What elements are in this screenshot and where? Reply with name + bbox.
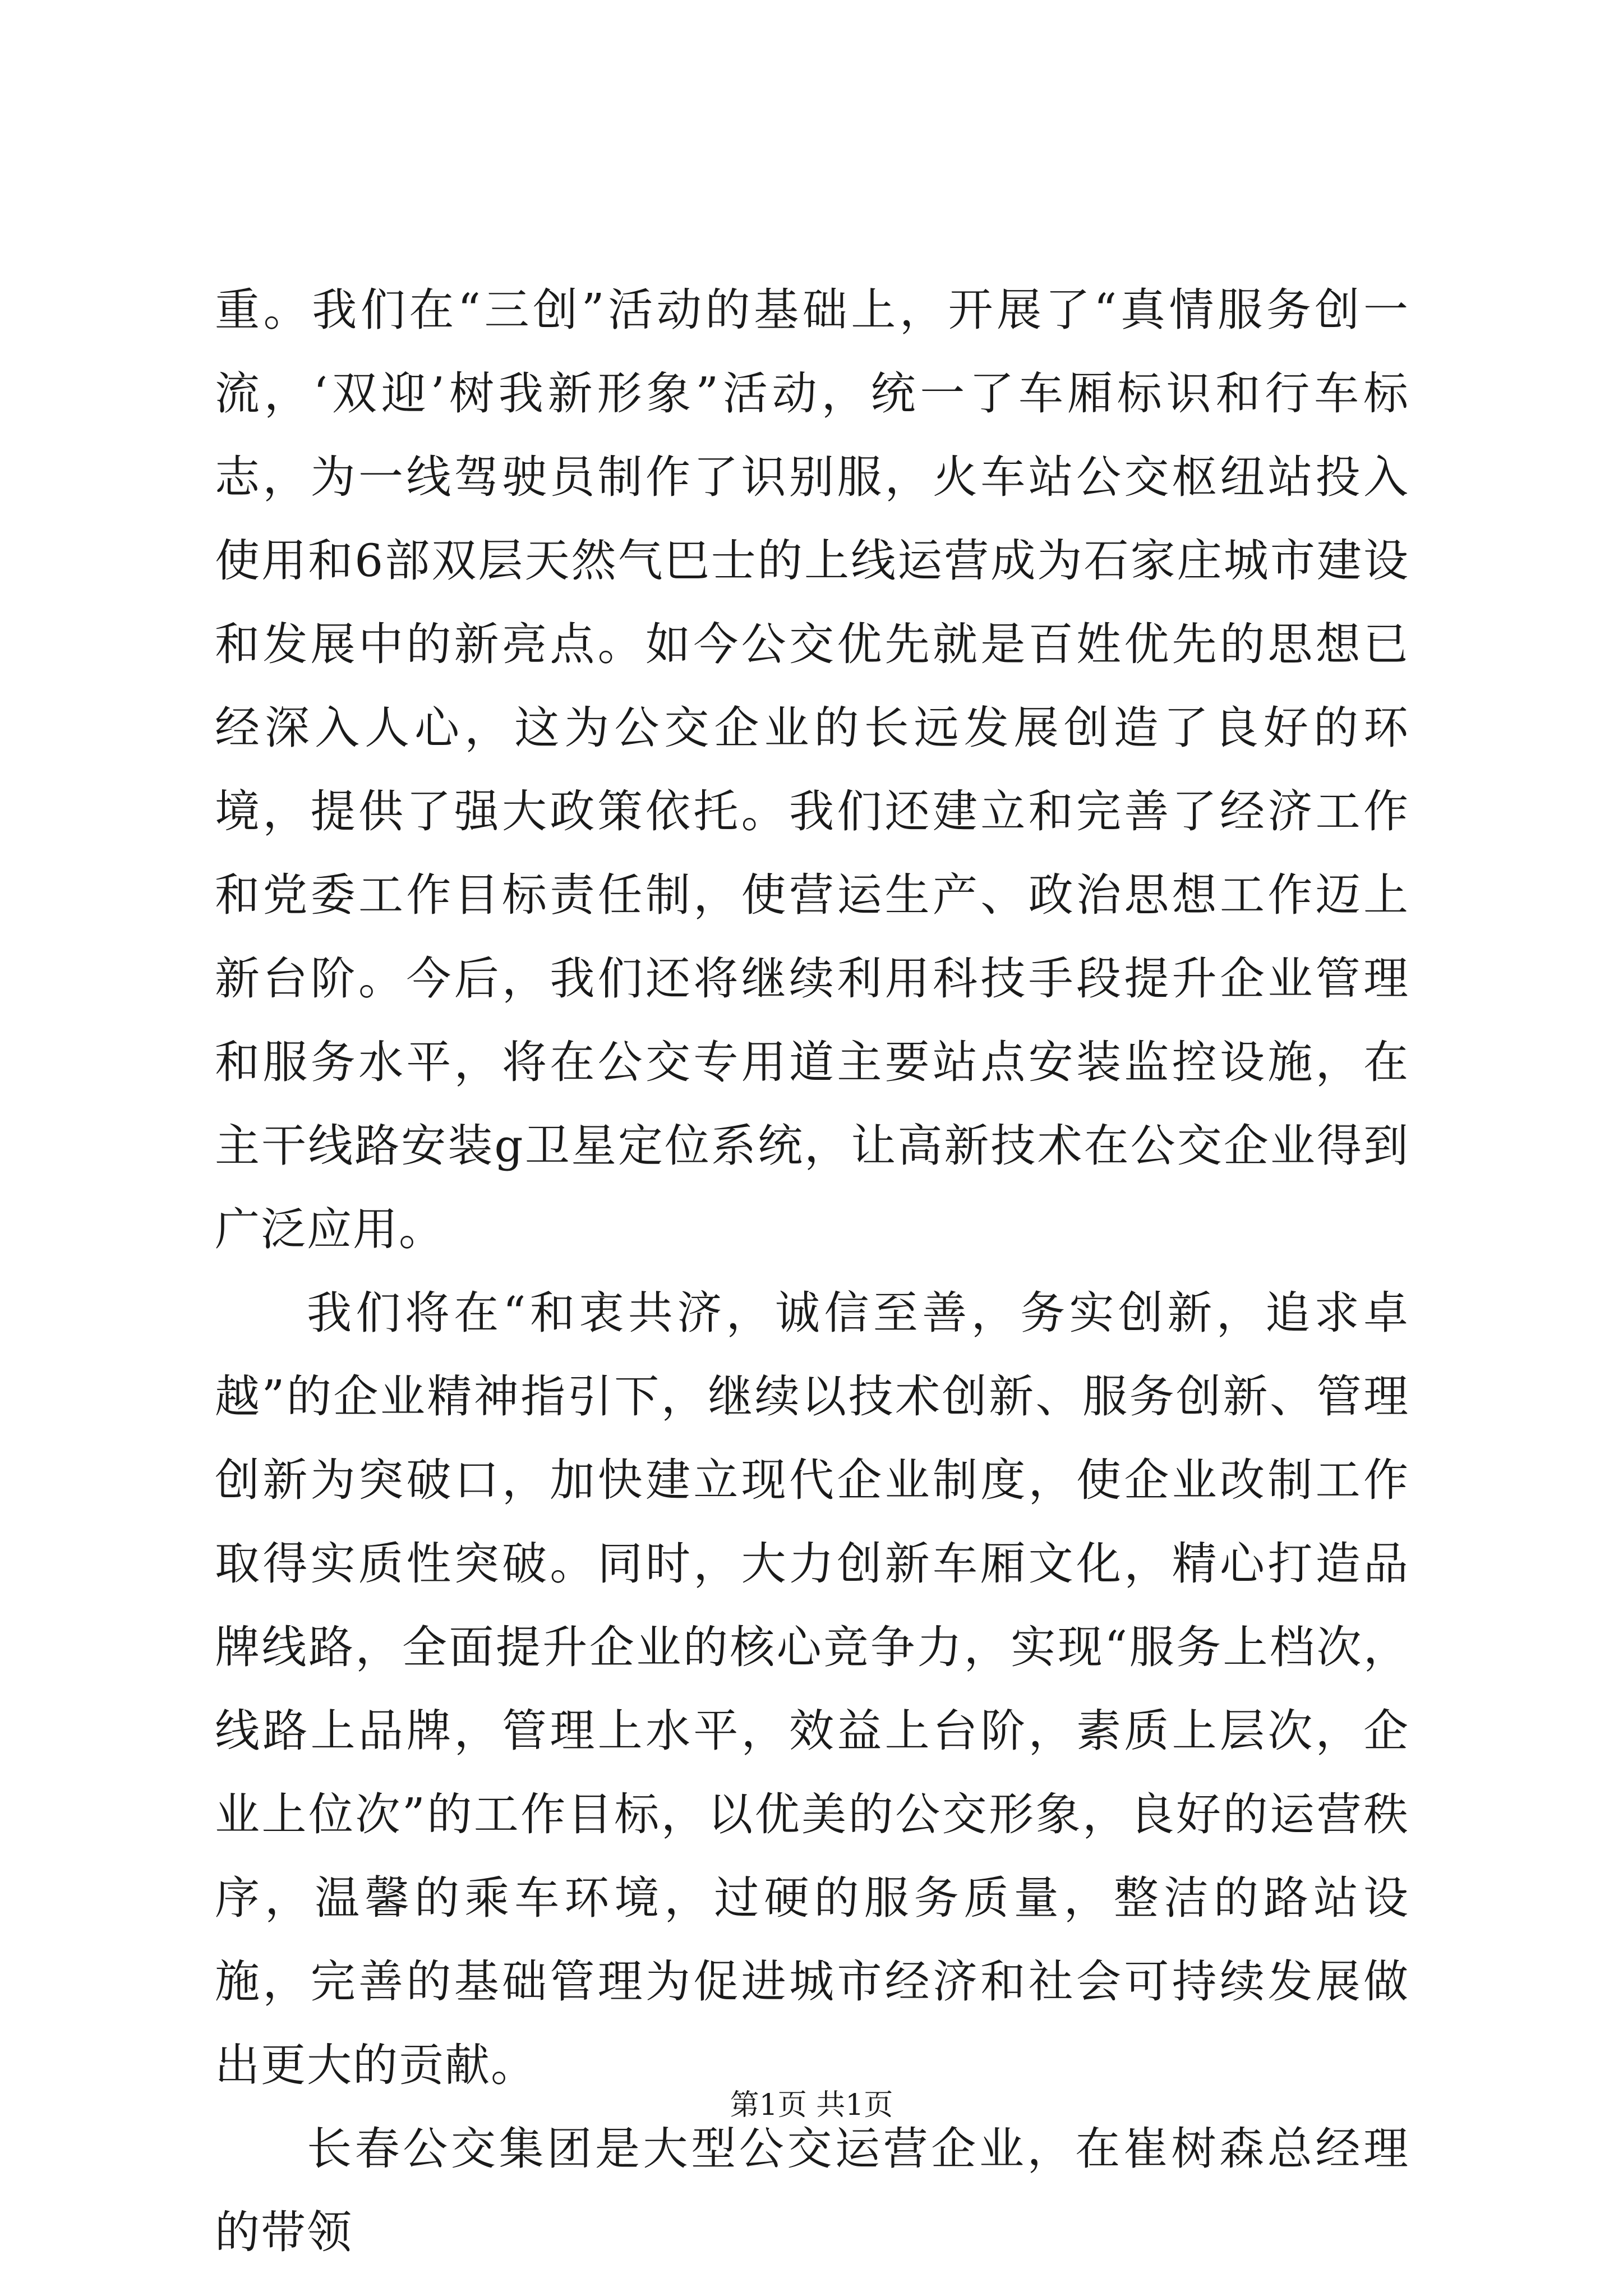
paragraph-enterprise-spirit: 我们将在“和衷共济，诚信至善，务实创新，追求卓越”的企业精神指引下，继续以技术创新、服务创新、管理创新为突破口，加快建立现代企业制度，使企业改制工作取得实质性突破。同时，大力创新车厢文化，精心打造品牌线路，全面提升企业的核心竞争力，实现“服务上档次，线路上品牌，管理上水平，效益上台阶，素质上层次，企业上位次”的工作目标，以优美的公交形象，良好的运营秩序，温馨的乘车环境，过硬的服务质量，整洁的路站设施，完善的基础管理为促进城市经济和社会可持续发展做出更大的贡献。 (215, 1287, 1409, 2091)
page-footer: 第1页 共1页 (730, 2088, 893, 2122)
paragraph-continued: 重。我们在“三创”活动的基础上，开展了“真情服务创一流，‘双迎’树我新形象”活动，统一了车厢标识和行车标志，为一线驾驶员制作了识别服，火车站公交枢纽站投入使用和6部双层天然气巴士的上线运营成为石家庄城市建设和发展中的新亮点。如今公交优先就是百姓优先的思想已经深入人心，这为公交企业的长远发展创造了良好的环境，提供了强大政策依托。我们还建立和完善了经济工作和党委工作目标责任制，使营运生产、政治思想工作迈上新台阶。今后，我们还将继续利用科技手段提升企业管理和服务水平，将在公交专用道主要站点安装监控设施，在主干线路安装g卫星定位系统，让高新技术在公交企业得到广泛应用。 (215, 284, 1409, 1255)
paragraph-changchun-bus-group: 长春公交集团是大型公交运营企业，在崔树森总经理的带领 (215, 2123, 1409, 2258)
document-body (215, 268, 1409, 2274)
